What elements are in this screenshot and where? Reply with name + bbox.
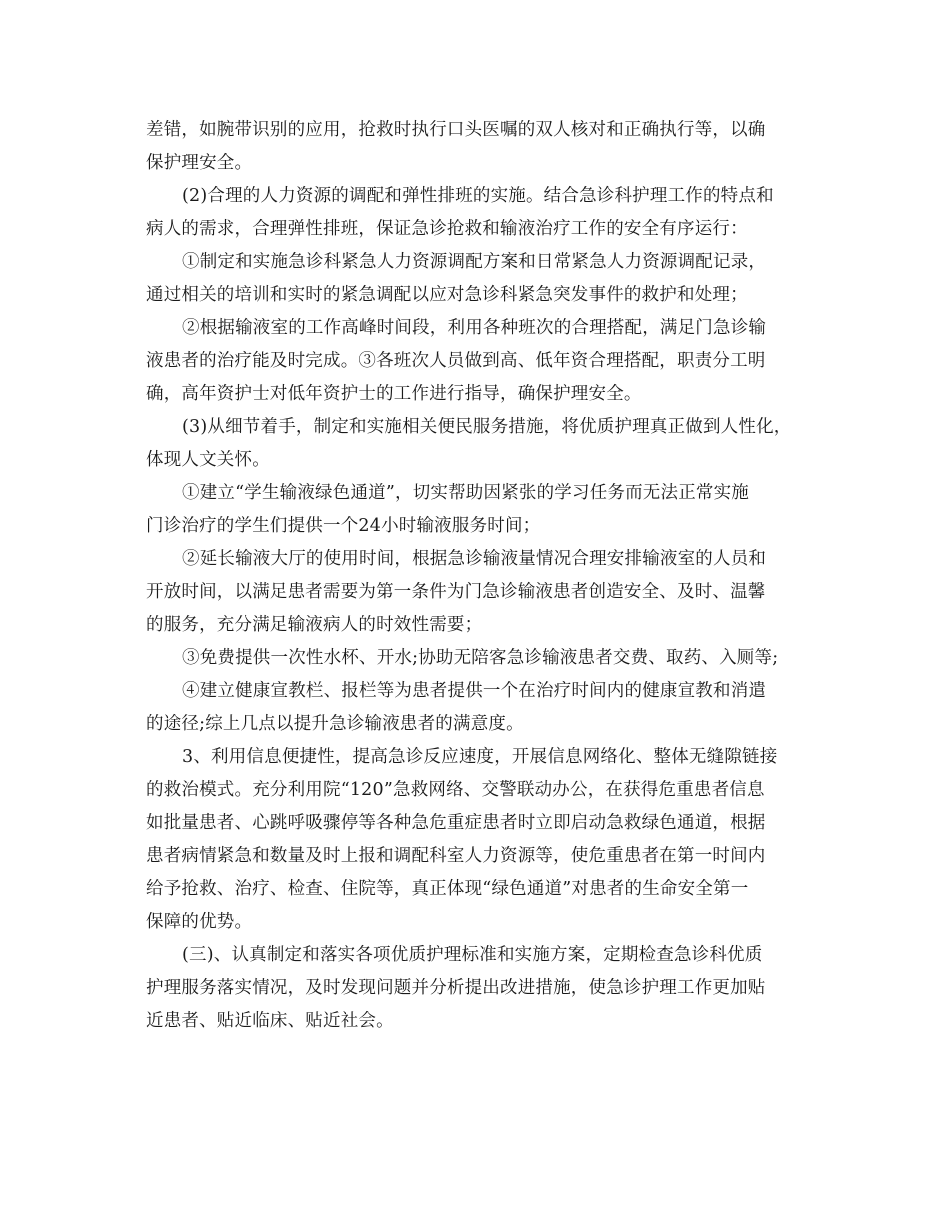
text-line: ①制定和实施急诊科紧急人力资源调配方案和日常紧急人力资源调配记录， [182,252,767,272]
text-line: ①建立“学生输液绿色通道”，切实帮助因紧张的学习任务而无法正常实施 [182,483,749,503]
text-line: 通过相关的培训和实时的紧急调配以应对急诊科紧急突发事件的救护和处理； [146,285,748,305]
text-line: 给予抢救、治疗、检查、住院等，真正体现“绿色通道”对患者的生命安全第一 [146,879,749,899]
text-line: 病人的需求，合理弹性排班，保证急诊抢救和输液治疗工作的安全有序运行： [146,219,748,239]
text-line: ②延长输液大厅的使用时间，根据急诊输液量情况合理安排输液室的人员和 [182,549,767,569]
text-line: 门诊治疗的学生们提供一个24小时输液服务时间； [146,516,541,536]
text-line: ②根据输液室的工作高峰时间段，利用各种班次的合理搭配，满足门急诊输 [182,318,767,338]
text-line: 护理服务落实情况，及时发现问题并分析提出改进措施，使急诊护理工作更加贴 [146,978,766,998]
text-line: 近患者、贴近临床、贴近社会。 [146,1011,394,1031]
document-body [146,114,816,1038]
text-line: 液患者的治疗能及时完成。③各班次人员做到高、低年资合理搭配，职责分工明 [146,351,766,371]
text-line: ③免费提供一次性水杯、开水;协助无陪客急诊输液患者交费、取药、入厕等; [182,648,779,668]
text-line: ④建立健康宣教栏、报栏等为患者提供一个在治疗时间内的健康宣教和消遣 [182,681,767,701]
text-line: 保护理安全。 [146,153,253,173]
text-line: (2)合理的人力资源的调配和弹性排班的实施。结合急诊科护理工作的特点和 [182,186,774,206]
text-line: 的服务，充分满足输液病人的时效性需要； [146,615,483,635]
text-line: 如批量患者、心跳呼吸骤停等各种急危重症患者时立即启动急救绿色通道，根据 [146,813,766,833]
text-line: 患者病情紧急和数量及时上报和调配科室人力资源等，使危重患者在第一时间内 [146,846,766,866]
text-line: (3)从细节着手，制定和实施相关便民服务措施，将优质护理真正做到人性化， [182,417,792,437]
text-line: 的途径;综上几点以提升急诊输液患者的满意度。 [146,714,524,734]
text-line: 体现人文关怀。 [146,450,270,470]
text-line: 确，高年资护士对低年资护士的工作进行指导，确保护理安全。 [146,384,642,404]
text-line: 的救治模式。充分利用院“120”急救网络、交警联动办公，在获得危重患者信息 [146,780,765,800]
text-line: 3、利用信息便捷性，提高急诊反应速度，开展信息网络化、整体无缝隙链接 [182,747,778,767]
text-line: 开放时间，以满足患者需要为第一条件为门急诊输液患者创造安全、及时、温馨 [146,582,766,602]
text-line: 差错，如腕带识别的应用，抢救时执行口头医嘱的双人核对和正确执行等，以确 [146,120,766,140]
text-line: (三)、认真制定和落实各项优质护理标准和实施方案，定期检查急诊科优质 [182,945,763,965]
text-line: 保障的优势。 [146,912,253,932]
